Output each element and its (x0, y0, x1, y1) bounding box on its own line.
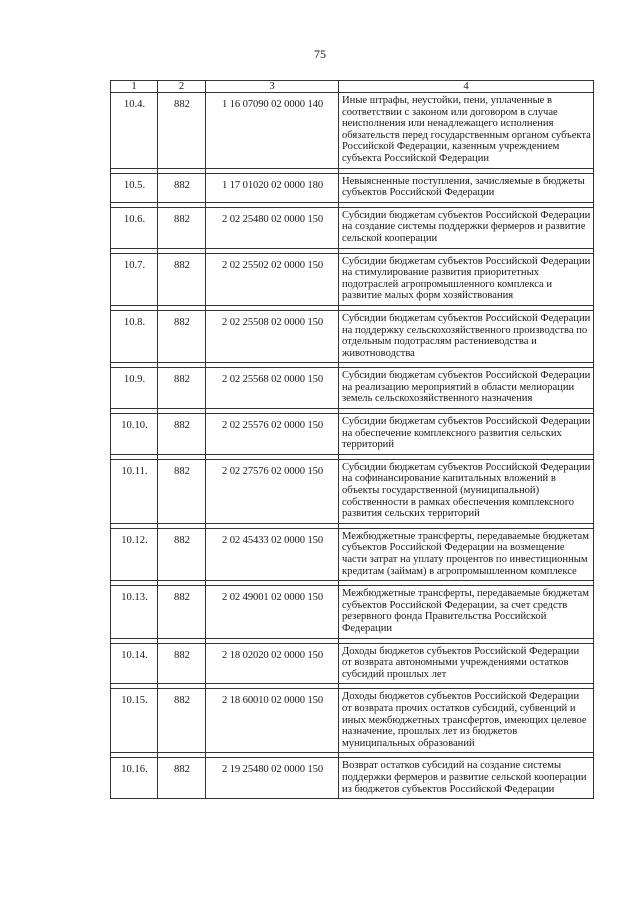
table-row (111, 586, 594, 638)
table-row (111, 207, 594, 248)
agency-code: 882 (158, 253, 206, 305)
revenue-description: Невыясненные поступления, зачисляемые в бюджеты субъектов Российской Федерации (339, 173, 594, 202)
budget-classification-code: 2 02 25502 02 0000 150 (206, 253, 339, 305)
table-row (111, 173, 594, 202)
revenue-description: Возврат остатков субсидий на создание системы поддержки фермеров и развитие сельской кооперации из бюджетов субъектов Российской Федерации (339, 758, 594, 799)
agency-code: 882 (158, 368, 206, 409)
agency-code: 882 (158, 414, 206, 455)
revenue-description: Межбюджетные трансферты, передаваемые бюджетам субъектов Российской Федерации на возмещение части затрат на уплату процентов по инвестиционным кредитам (займам) в агропромышленном комплексе (339, 528, 594, 580)
column-header-1: 1 (111, 81, 158, 93)
agency-code: 882 (158, 207, 206, 248)
budget-classification-code: 2 02 25576 02 0000 150 (206, 414, 339, 455)
table-row (111, 528, 594, 580)
row-number: 10.5. (111, 173, 158, 202)
budget-classification-code: 2 18 02020 02 0000 150 (206, 643, 339, 684)
table-row (111, 93, 594, 169)
budget-classification-code: 2 02 25508 02 0000 150 (206, 310, 339, 362)
row-number: 10.14. (111, 643, 158, 684)
row-number: 10.15. (111, 689, 158, 753)
agency-code: 882 (158, 689, 206, 753)
revenue-description: Иные штрафы, неустойки, пени, уплаченные в соответствии с законом или договором в случае неисполнения или ненадлежащего исполнения обязательств перед государственным органом субъекта Российской Федерации, казенным учреждением субъекта Российской Федерации (339, 93, 594, 169)
revenue-description: Доходы бюджетов субъектов Российской Федерации от возврата прочих остатков субсидий, субвенций и иных межбюджетных трансфертов, имеющих целевое назначение, прошлых лет из бюджетов муниципальных образований (339, 689, 594, 753)
budget-classification-code: 2 18 60010 02 0000 150 (206, 689, 339, 753)
table-row (111, 368, 594, 409)
agency-code: 882 (158, 459, 206, 523)
agency-code: 882 (158, 586, 206, 638)
agency-code: 882 (158, 758, 206, 799)
row-number: 10.12. (111, 528, 158, 580)
column-header-2: 2 (158, 81, 206, 93)
budget-classification-code: 2 02 45433 02 0000 150 (206, 528, 339, 580)
column-header-4: 4 (339, 81, 594, 93)
agency-code: 882 (158, 528, 206, 580)
budget-classification-code: 1 17 01020 02 0000 180 (206, 173, 339, 202)
row-number: 10.6. (111, 207, 158, 248)
revenue-description: Субсидии бюджетам субъектов Российской Федерации на обеспечение комплексного развития сельских территорий (339, 414, 594, 455)
table-row (111, 758, 594, 799)
agency-code: 882 (158, 173, 206, 202)
row-number: 10.4. (111, 93, 158, 169)
page-number: 75 (314, 47, 326, 61)
table-row (111, 253, 594, 305)
revenue-description: Доходы бюджетов субъектов Российской Федерации от возврата автономными учреждениями остатков субсидий прошлых лет (339, 643, 594, 684)
budget-classification-code: 2 02 27576 02 0000 150 (206, 459, 339, 523)
row-number: 10.11. (111, 459, 158, 523)
table-row (111, 643, 594, 684)
budget-classification-code: 2 02 25480 02 0000 150 (206, 207, 339, 248)
table-header-row (111, 81, 594, 93)
agency-code: 882 (158, 93, 206, 169)
revenue-description: Межбюджетные трансферты, передаваемые бюджетам субъектов Российской Федерации, за счет средств резервного фонда Правительства Российской Федерации (339, 586, 594, 638)
row-number: 10.16. (111, 758, 158, 799)
agency-code: 882 (158, 310, 206, 362)
budget-classification-code: 2 02 49001 02 0000 150 (206, 586, 339, 638)
table-row (111, 689, 594, 753)
row-number: 10.10. (111, 414, 158, 455)
revenue-description: Субсидии бюджетам субъектов Российской Федерации на реализацию мероприятий в области мелиорации земель сельскохозяйственного назначения (339, 368, 594, 409)
revenue-description: Субсидии бюджетам субъектов Российской Федерации на поддержку сельскохозяйственного производства по отдельным подотраслям растениеводства и животноводства (339, 310, 594, 362)
table-row (111, 414, 594, 455)
revenue-description: Субсидии бюджетам субъектов Российской Федерации на софинансирование капитальных вложений в объекты государственной (муниципальной) собственности в рамках обеспечения комплексного развития сельских территорий (339, 459, 594, 523)
row-number: 10.9. (111, 368, 158, 409)
budget-classification-code: 1 16 07090 02 0000 140 (206, 93, 339, 169)
row-number: 10.7. (111, 253, 158, 305)
table-row (111, 310, 594, 362)
budget-classification-code: 2 02 25568 02 0000 150 (206, 368, 339, 409)
revenue-description: Субсидии бюджетам субъектов Российской Федерации на создание системы поддержки фермеров и развитие сельской кооперации (339, 207, 594, 248)
table-row (111, 459, 594, 523)
table-body (111, 93, 594, 799)
budget-classification-table (110, 80, 594, 799)
budget-classification-code: 2 19 25480 02 0000 150 (206, 758, 339, 799)
column-header-3: 3 (206, 81, 339, 93)
agency-code: 882 (158, 643, 206, 684)
row-number: 10.8. (111, 310, 158, 362)
revenue-description: Субсидии бюджетам субъектов Российской Федерации на стимулирование развития приоритетных подотраслей агропромышленного комплекса и развитие малых форм хозяйствования (339, 253, 594, 305)
row-number: 10.13. (111, 586, 158, 638)
